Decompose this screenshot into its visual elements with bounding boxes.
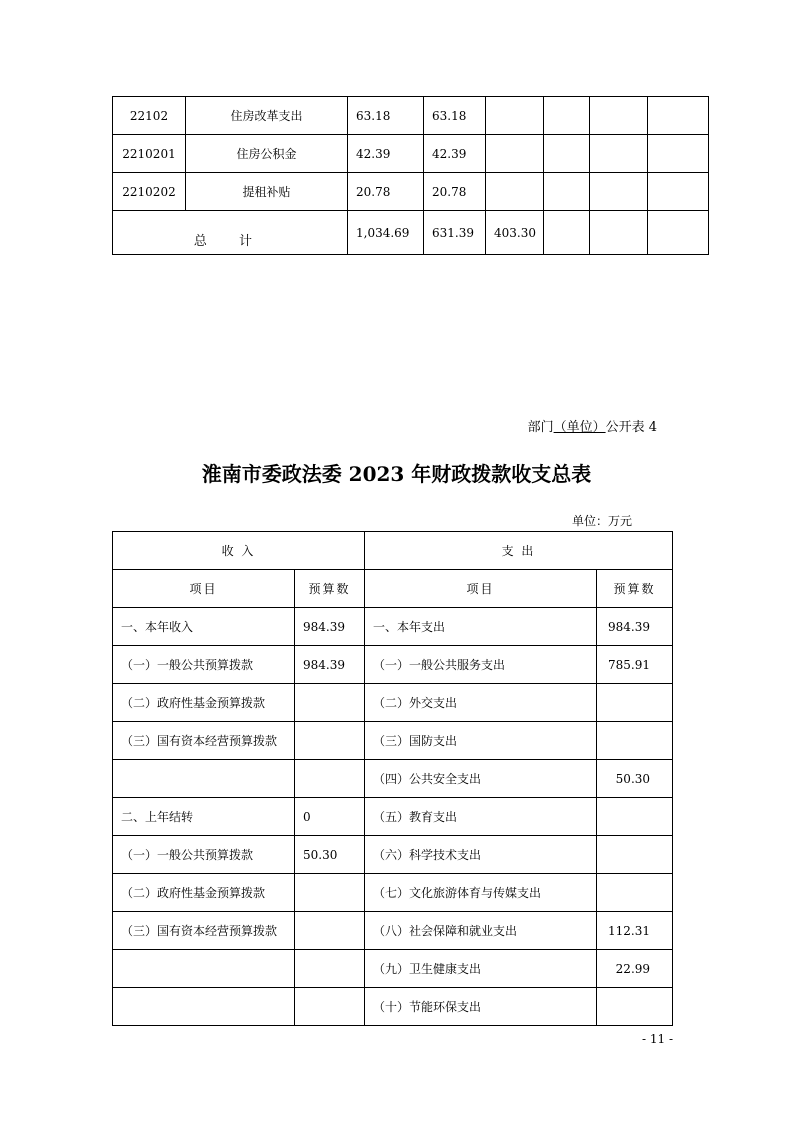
project-total-value: 403.30: [486, 211, 544, 255]
expense-value: 22.99: [597, 950, 673, 988]
page-number: - 11 -: [641, 1032, 673, 1046]
form-number-prefix: 部门: [527, 420, 554, 435]
total-value: 20.78: [348, 173, 424, 211]
expense-item: （九）卫生健康支出: [365, 950, 597, 988]
unit-label: 单位：万元: [572, 514, 633, 528]
basic-value: 20.78: [424, 173, 486, 211]
expense-item: （五）教育支出: [365, 798, 597, 836]
form-number-suffix: 公开表 4: [605, 420, 657, 435]
expense-item: （十）节能环保支出: [365, 988, 597, 1026]
expense-item: 一、本年支出: [365, 608, 597, 646]
total-label: 总 计: [113, 211, 348, 255]
expense-value: [597, 722, 673, 760]
table-row: [113, 608, 673, 646]
empty-cell: [544, 173, 590, 211]
income-item: （三）国有资本经营预算拨款: [113, 912, 295, 950]
income-value: [295, 988, 365, 1026]
income-item: 二、上年结转: [113, 798, 295, 836]
table-row: [113, 97, 709, 135]
expense-value: [597, 988, 673, 1026]
income-value: 984.39: [295, 608, 365, 646]
subject-name: 住房公积金: [186, 135, 348, 173]
income-value: 50.30: [295, 836, 365, 874]
subject-name: 提租补贴: [186, 173, 348, 211]
expense-item: （四）公共安全支出: [365, 760, 597, 798]
empty-cell: [648, 173, 709, 211]
table-row: [113, 798, 673, 836]
table-row: [113, 135, 709, 173]
fiscal-summary-table: [112, 531, 673, 1026]
form-number: [528, 416, 657, 435]
expense-value: [597, 836, 673, 874]
table-row: [113, 646, 673, 684]
table-row: [113, 988, 673, 1026]
basic-total-value: 631.39: [424, 211, 486, 255]
income-item: （二）政府性基金预算拨款: [113, 684, 295, 722]
income-item: （一）一般公共预算拨款: [113, 646, 295, 684]
empty-cell: [648, 97, 709, 135]
empty-cell: [590, 173, 648, 211]
income-budget-header: 预算数: [295, 570, 365, 608]
income-item-header: 项目: [113, 570, 295, 608]
project-value: [486, 173, 544, 211]
empty-cell: [544, 97, 590, 135]
empty-cell: [590, 211, 648, 255]
expense-value: [597, 684, 673, 722]
income-value: [295, 684, 365, 722]
income-item: [113, 760, 295, 798]
income-value: [295, 874, 365, 912]
table-row: [113, 722, 673, 760]
income-item: 一、本年收入: [113, 608, 295, 646]
subject-code: 22102: [113, 97, 186, 135]
basic-value: 42.39: [424, 135, 486, 173]
expense-value: [597, 874, 673, 912]
income-value: [295, 950, 365, 988]
subject-code: 2210202: [113, 173, 186, 211]
project-value: [486, 97, 544, 135]
income-value: [295, 912, 365, 950]
expense-value: 785.91: [597, 646, 673, 684]
basic-value: 63.18: [424, 97, 486, 135]
expense-value: 50.30: [597, 760, 673, 798]
income-item: （二）政府性基金预算拨款: [113, 874, 295, 912]
empty-cell: [544, 211, 590, 255]
project-value: [486, 135, 544, 173]
income-item: （一）一般公共预算拨款: [113, 836, 295, 874]
income-header: 收 入: [113, 532, 365, 570]
table-row: [113, 836, 673, 874]
table-row: [113, 912, 673, 950]
expense-item-header: 项目: [365, 570, 597, 608]
expense-item: （八）社会保障和就业支出: [365, 912, 597, 950]
income-value: [295, 760, 365, 798]
expense-item: （一）一般公共服务支出: [365, 646, 597, 684]
table-row: [113, 684, 673, 722]
income-value: [295, 722, 365, 760]
expense-budget-header: 预算数: [597, 570, 673, 608]
income-item: [113, 988, 295, 1026]
subject-name: 住房改革支出: [186, 97, 348, 135]
expense-item: （七）文化旅游体育与传媒支出: [365, 874, 597, 912]
document-title: 淮南市委政法委 2023 年财政拨款收支总表: [201, 462, 592, 486]
table-row: [113, 950, 673, 988]
empty-cell: [590, 135, 648, 173]
section-header-row: [113, 532, 673, 570]
grand-total-value: 1,034.69: [348, 211, 424, 255]
expense-header: 支 出: [365, 532, 673, 570]
expenditure-detail-table: [112, 96, 709, 255]
subject-code: 2210201: [113, 135, 186, 173]
expense-value: [597, 798, 673, 836]
expense-item: （二）外交支出: [365, 684, 597, 722]
expense-item: （六）科学技术支出: [365, 836, 597, 874]
total-value: 63.18: [348, 97, 424, 135]
table-row: [113, 173, 709, 211]
empty-cell: [648, 211, 709, 255]
expense-value: 984.39: [597, 608, 673, 646]
income-item: [113, 950, 295, 988]
form-number-unit: （单位）: [553, 420, 606, 435]
empty-cell: [590, 97, 648, 135]
empty-cell: [544, 135, 590, 173]
table-row: [113, 874, 673, 912]
empty-cell: [648, 135, 709, 173]
income-value: 0: [295, 798, 365, 836]
total-row: [113, 211, 709, 255]
income-item: （三）国有资本经营预算拨款: [113, 722, 295, 760]
expense-value: 112.31: [597, 912, 673, 950]
column-header-row: [113, 570, 673, 608]
table-row: [113, 760, 673, 798]
income-value: 984.39: [295, 646, 365, 684]
expense-item: （三）国防支出: [365, 722, 597, 760]
total-value: 42.39: [348, 135, 424, 173]
